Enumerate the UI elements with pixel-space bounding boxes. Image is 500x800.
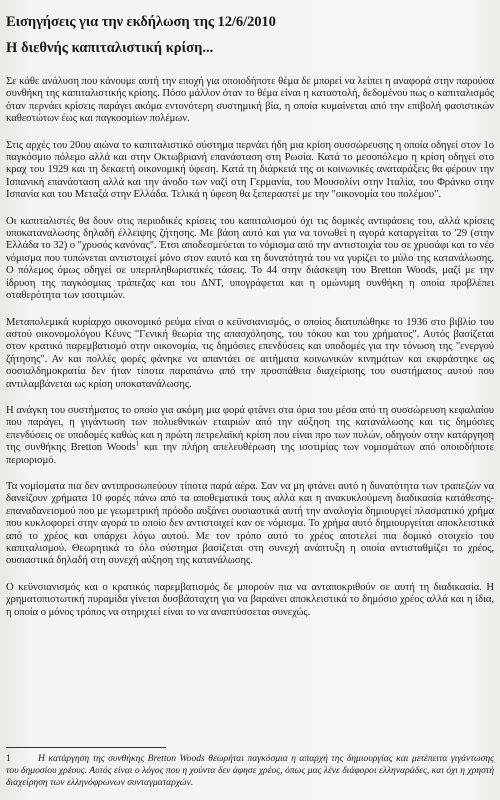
footnote-reference[interactable]: 1 [135,439,140,448]
paragraph-2: Στις αρχές του 20ου αιώνα το καπιταλιστικό σύστημα περνάει ήδη μια κρίση συσσώρευσης η οποία οδηγεί στον 1ο παγκόσμιο πόλεμο αλλά και στην Οκτωβριανή επανάσταση στη Ρωσία. Κατά το μεσοπόλεμο η κρίση οδηγεί στο κραχ του 1929 και τη δεκαετή οικονομική ύφεση. Κατά τη διάρκειά της οι κοινωνικές αναταράξεις θα φέρουν την Ισπανική επανάσταση αλλά και την άνοδο των ναζί στη Γερμανία, του Μουσολίνι στην Ιταλία, του Φράνκο στην Ισπανία και του Μεταξά στην Ελλάδα. Τελικά η ύφεση θα ξεπεραστεί με την "οικονομία του πολέμου". [6,139,494,201]
document-title: Εισηγήσεις για την εκδήλωση της 12/6/2010 [6,14,276,30]
footnote-text: Η κατάργηση της συνθήκης Bretton Woods θεωρήται παγκόσμια η απαρχή της δημιουργίας και μετέπειτα γιγάντωσης του δημοσίου χρέους. Αυτός είναι ο λόγος που η χούντα δεν άφησε χρέος, όπως μας λένε διάφοροι ελληναράδες, και όχι η χρηστή διαχείρηση των ελληνόφρωνων συνταγματαρχών. [6,753,494,788]
document-body [6,14,494,633]
footnote [6,753,494,789]
footnote-divider [6,747,166,748]
paragraph-1: Σε κάθε ανάλυση που κάνουμε αυτή την εποχή για οποιοδήποτε θέμα δε μπορεί να λείπει η αναφορά στην παρούσα συνθήκη της καπιταλιστικής κρίσης. Πόσο μάλλον όταν το θέμα είναι η καταστολή, δεδομένου πως ο καπιταλισμός όταν περνάει κρίσεις παράγει ακόμα εντονότερη συστημική βία, η οποία κυμαίνεται από την επιβολή φασιστικών καθεστώτων έως και παγκοσμίων πολέμων. [6,76,494,125]
paragraph-5-text: Η ανάγκη του συστήματος το οποίο για ακόμη μια φορά φτάνει στα όρια του μέσα από τη συσσώρευση κεφαλαίου που παράγει, η γιγάντωση των πολυεθνικών εταιριών από την αύξηση της κατανάλωσης και τις δημόσιες επενδύσεις σε υποδομές καθώς και η πρώτη πετρελαϊκή κρίση που είναι προ των πυλών, οδηγούν στην κατάργηση της συνθήκης Bretton Woods [6,404,494,454]
paragraph-4: Μεταπολεμικά κυρίαρχο οικονομικό ρεύμα είναι ο κεϋνσιανισμός, ο οποίος διατυπώθηκε το 1936 στο βιβλίο του αστού οικονομολόγου Κέυνς "Γενική θεωρία της απασχόλησης, του τόκου και του χρήματος". Αυτός βασίζεται στον κρατικό παρεμβατισμό στην οικονομία, τις δημόσιες επενδύσεις και υποδομές για την τόνωση της "ενεργού ζήτησης". Αν και πολλές φορές φάνηκε να απαντάει σε αιτήματα κοινωνικών κινημάτων και εκφράστηκε ως σοσιαλδημοκρατία δεν ήταν τίποτα παραπάνω από την προσπάθεια διαχείρισης του συστήματος αυτού που αντιλαμβάνεται ως κρίση υποκατανάλωσης. [6,316,494,390]
document-subtitle: Η διεθνής καπιταλιστική κρίση... [6,40,214,56]
paragraph-5 [6,405,494,467]
paragraph-6: Τα νομίσματα πια δεν αντιπροσωπεύουν τίποτα παρά αέρα. Σαν να μη φτάνει αυτό η δυνατότητα των τραπεζών να δανείζουν χρήματα 10 φορές πάνω από τα αποθεματικά τους αλλά και η ανακυκλούμενη διαδικασία κατάθεσης-επαναδανεισμού που με γεωμετρική πρόοδο αυξάνει ουσιαστικά αυτή την αναλογία δημιουργεί πλασματικό χρήμα που κυκλοφορεί στην αγορά το οποίο δεν αντιστοιχεί καν σε νόμισμα. Το χρήμα αυτό δημιουργείται αποκλειστικά από το χρέος και υπάρχει λόγω αυτού. Με τον τρόπο αυτό το χρέος αποτελεί πια δομικό στοιχείο του καπιταλισμού. Θεωρητικά το όλο σύστημα βασίζεται στη συνεχή ανάπτυξη η οποία αντισταθμίζει το χρέος, ουσιαστικά δηλαδή στη συνεχή αύξηση της κατανάλωσης. [6,480,494,567]
paragraph-3: Οι καπιταλιστές θα δουν στις περιοδικές κρίσεις του καπιταλισμού όχι τις δομικές αντιφάσεις του, αλλά κρίσεις υποκαταναλωσης δηλαδή έλλειψης ζήτησης. Με βάση αυτό και για να τονωθεί η αγορά καταργείται το '29 (στην Ελλάδα το 32) ο "χρυσός κανόνας". Έτσι αποδεσμεύεται το νόμισμα από την αντιστοιχία του σε χρυσάφι και το νέο νόμισμα που τυπώνεται αντιστοιχεί μόνο στον εαυτό και τη δυνατότητά του να γυρίζει το μύλο της κατανάλωσης. Ο πόλεμος όμως οδηγεί σε υπερπληθωριστικές τάσεις. Το 44 στην διάσκεψη του Bretton Woods, μαζί με την ίδρυση της παγκόσμιας τράπεζας και του ΔΝΤ, υπογράφεται και η ομώνυμη συνθήκη η οποία προβλέπει σταθερότητα των ισοτιμιών. [6,215,494,302]
footnote-number: 1 [6,753,11,764]
paragraph-5-tail: και την πλήρη απελευθέρωση της ισοτιμίας των νομισμάτων από οποιοδήποτε περιορισμό. [6,442,494,466]
paragraph-7: Ο κεϋνσιανισμός και ο κρατικός παρεμβατισμός δε μπορούν πια να ανταποκριθούν σε αυτή τη διαδικασία. Η χρηματοπιστωτική πυραμίδα γίνεται δυσβάσταχτη για να βαραίνει αποκλειστικά το δημόσιο χρέος αλλά και η ίδια, η οποία ο μόνος τρόπος να στηριχτεί είναι το να αναπτύσσεται συνεχώς. [6,581,494,618]
